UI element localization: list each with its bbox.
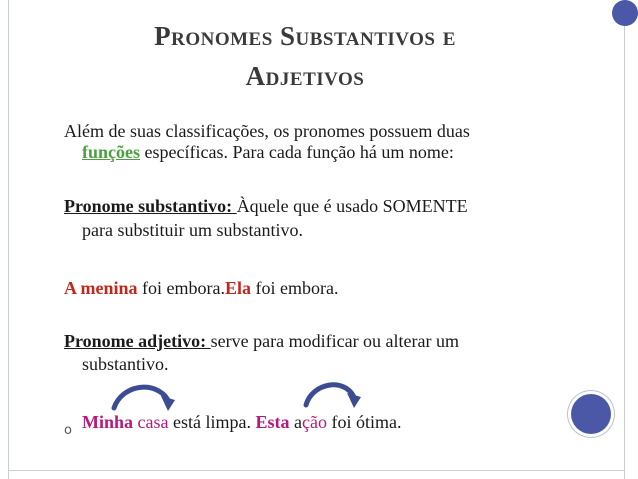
decorative-corner-dot-icon (612, 0, 638, 26)
intro-line-2-text: específicas. Para cada função há um nome: (140, 142, 454, 162)
substantivo-line-2: para substituir um substantivo. (82, 220, 303, 240)
example2-casa: casa (133, 412, 169, 432)
example2-esta: Esta (255, 412, 290, 432)
example1-line (64, 278, 338, 299)
slide-title (60, 16, 550, 96)
substantivo-label: Pronome substantivo: (64, 196, 237, 216)
example1-mid: foi embora. (137, 278, 225, 298)
example2-cao: ção (302, 412, 327, 432)
example2-minha: Minha (82, 412, 134, 432)
slide-border-right (624, 0, 625, 479)
adjetivo-text: serve para modificar ou alterar um (210, 331, 460, 351)
slide-border-left (8, 0, 9, 479)
title-line-1: Pronomes Substantivos e (154, 21, 456, 51)
substantivo-text: Àquele que é usado SOMENTE (236, 196, 468, 216)
intro-line-2 (82, 142, 454, 163)
substantivo-line-1 (64, 196, 468, 217)
intro-line-1: Além de suas classificações, os pronomes possuem duas (64, 121, 470, 141)
example2-foi-otima: foi ótima. (326, 412, 402, 432)
example2-a: a (289, 412, 302, 432)
curved-arrow-icon (108, 378, 178, 412)
example1-red-1: A menina (64, 278, 138, 298)
decorative-circle-icon (571, 394, 611, 434)
highlight-funcoes: funções (82, 142, 140, 162)
example1-red-2: Ela (224, 278, 251, 298)
title-line-2: Adjetivos (245, 61, 365, 91)
adjetivo-label: Pronome adjetivo: (64, 331, 211, 351)
slide-border-bottom (8, 470, 625, 471)
example2-esta-limpa: está limpa. (168, 412, 256, 432)
example1-end: foi embora. (251, 278, 339, 298)
curved-arrow-icon (300, 375, 364, 409)
example2-line (82, 412, 401, 433)
bullet-marker: o (64, 423, 72, 438)
adjetivo-line-1 (64, 331, 459, 352)
adjetivo-line-2: substantivo. (82, 354, 169, 374)
